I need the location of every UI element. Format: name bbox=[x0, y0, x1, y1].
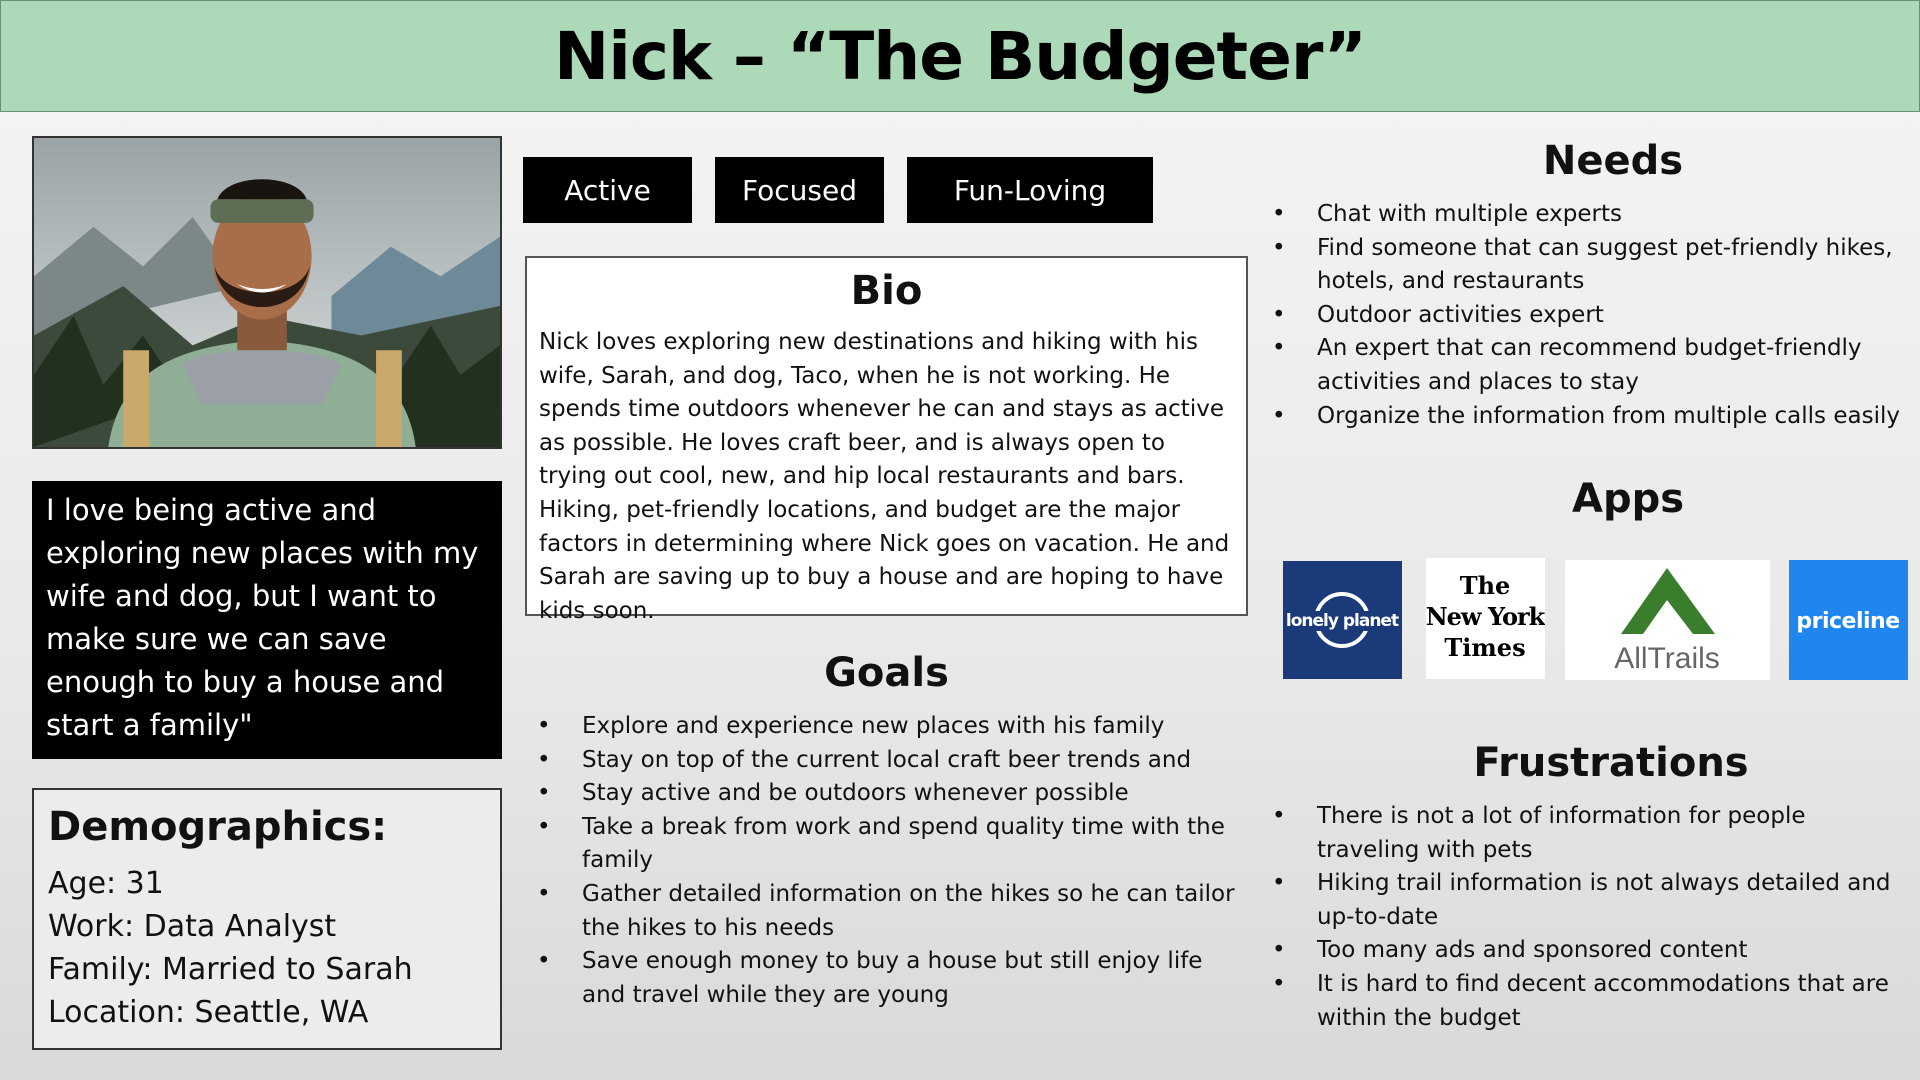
goal-item: • Take a break from work and spend quality time with the family bbox=[525, 811, 1248, 878]
bio-panel bbox=[525, 256, 1248, 624]
needs-heading: Needs bbox=[1542, 138, 1684, 184]
frustration-item: • Hiking trail information is not always detailed and up-to-date bbox=[1260, 867, 1900, 934]
demographics-heading: Demographics: bbox=[48, 804, 388, 850]
demographics-age: Age: 31 bbox=[48, 866, 164, 901]
persona-quote: I love being active and exploring new places with my wife and dog, but I want to make sure we can save enough to buy a house and start a family" bbox=[32, 481, 502, 759]
svg-text:priceline: priceline bbox=[1796, 609, 1900, 634]
svg-text:The: The bbox=[1459, 571, 1511, 600]
bio-heading: Bio bbox=[850, 268, 923, 314]
demographics-work: Work: Data Analyst bbox=[48, 909, 337, 944]
need-item: • An expert that can recommend budget-friendly activities and places to stay bbox=[1260, 332, 1900, 399]
needs-section bbox=[1260, 138, 1900, 433]
need-item: • Chat with multiple experts bbox=[1260, 198, 1900, 232]
need-item: • Organize the information from multiple calls easily bbox=[1260, 400, 1900, 434]
demographics-family: Family: Married to Sarah bbox=[48, 952, 413, 987]
demographics-location: Location: Seattle, WA bbox=[48, 995, 369, 1030]
goal-item: • Gather detailed information on the hikes so he can tailor the hikes to his needs bbox=[525, 878, 1248, 945]
trait-tag-active: Active bbox=[523, 157, 692, 223]
frustration-item: • There is not a lot of information for people traveling with pets bbox=[1260, 800, 1900, 867]
bio-text: Nick loves exploring new destinations and hiking with his wife, Sarah, and dog, Taco, when he is not working. He spends time outdoors whenever he can and stays as active as possible. He loves craft beer, and is always open to trying out cool, new, and hip local restaurants and bars. Hiking, pet-friendly locations, and budget are the major factors in determining where Nick goes on vacation. He and Sarah are saving up to buy a house and are hoping to have kids soon. bbox=[539, 329, 1230, 624]
page-title: Nick – “The Budgeter” bbox=[554, 17, 1366, 95]
frustration-item: • Too many ads and sponsored content bbox=[1260, 934, 1900, 968]
svg-text:Times: Times bbox=[1444, 633, 1526, 662]
goal-item: • Save enough money to buy a house but still enjoy life and travel while they are young bbox=[525, 945, 1248, 1012]
trait-tag-focused: Focused bbox=[715, 157, 884, 223]
goal-item: • Explore and experience new places with his family bbox=[525, 710, 1248, 744]
svg-text:lonely planet: lonely planet bbox=[1285, 611, 1399, 631]
persona-photo bbox=[32, 136, 502, 449]
demographics-panel bbox=[32, 788, 502, 1050]
trait-tag-fun-loving: Fun-Loving bbox=[907, 157, 1153, 223]
need-item: • Outdoor activities expert bbox=[1260, 299, 1900, 333]
apps-section bbox=[1260, 476, 1910, 522]
needs-list bbox=[1260, 198, 1900, 433]
nyt-logo bbox=[1426, 558, 1545, 679]
svg-text:New York: New York bbox=[1426, 602, 1545, 631]
goal-item: • Stay active and be outdoors whenever possible bbox=[525, 777, 1248, 811]
goal-item: • Stay on top of the current local craft beer trends and bbox=[525, 744, 1248, 778]
alltrails-logo bbox=[1565, 560, 1770, 680]
priceline-logo bbox=[1789, 560, 1908, 680]
frustration-item: • It is hard to find decent accommodations that are within the budget bbox=[1260, 968, 1900, 1035]
frustrations-heading: Frustrations bbox=[1473, 740, 1749, 786]
goals-heading: Goals bbox=[824, 650, 949, 696]
goals-list bbox=[525, 710, 1248, 1012]
svg-text:AllTrails: AllTrails bbox=[1614, 642, 1720, 675]
apps-heading: Apps bbox=[1571, 476, 1685, 522]
frustrations-section bbox=[1260, 740, 1900, 1035]
title-banner bbox=[0, 0, 1920, 112]
frustrations-list bbox=[1260, 800, 1900, 1035]
goals-section bbox=[525, 650, 1248, 1012]
need-item: • Find someone that can suggest pet-friendly hikes, hotels, and restaurants bbox=[1260, 232, 1900, 299]
lonely-planet-logo bbox=[1283, 561, 1402, 679]
